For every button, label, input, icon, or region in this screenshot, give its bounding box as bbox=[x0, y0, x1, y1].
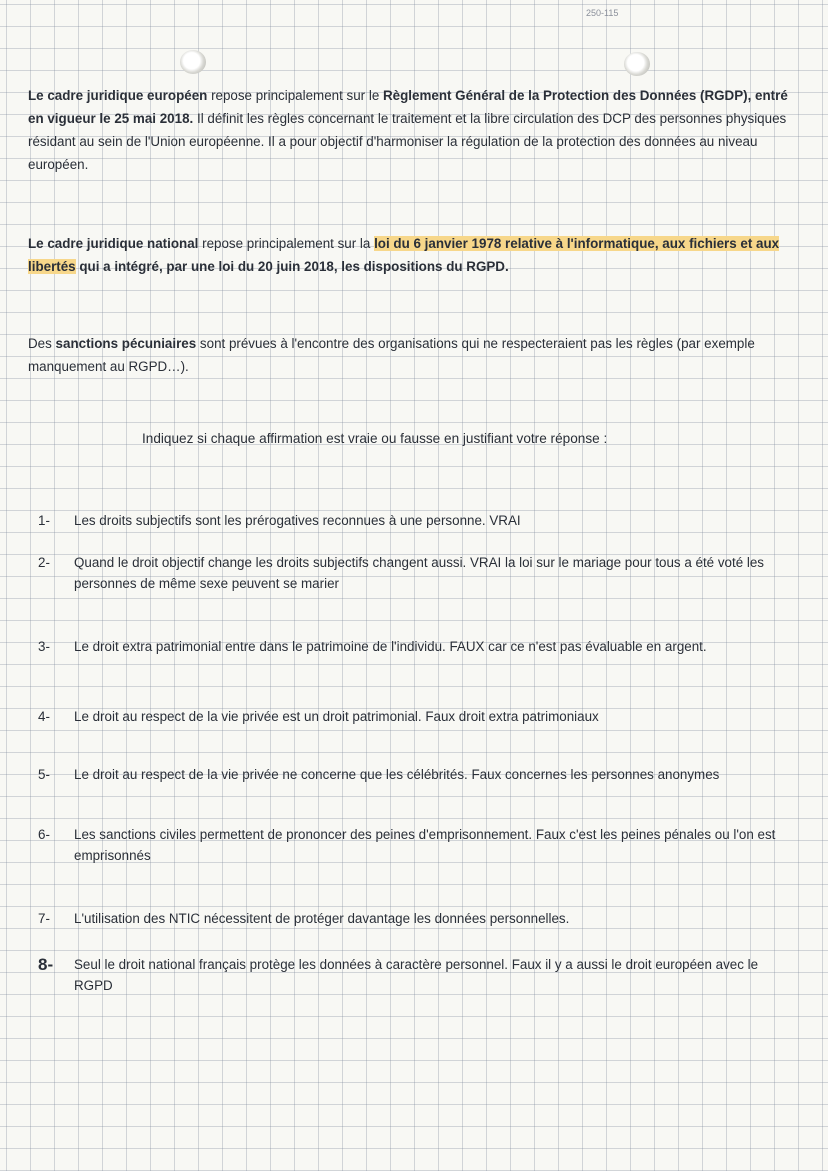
punch-hole-left bbox=[180, 50, 206, 74]
paragraph2-text-b: qui a intégré, par une loi du 20 juin 2018, les dispositions du RGPD. bbox=[75, 259, 509, 274]
punch-hole-right bbox=[624, 52, 650, 76]
paragraph2-text-a: repose principalement sur la bbox=[198, 236, 375, 251]
question-text: Les sanctions civiles permettent de prononcer des peines d'emprisonnement. Faux c'est les peines pénales ou l'on est emprisonnés bbox=[74, 827, 776, 863]
question-number: 8- bbox=[38, 955, 54, 974]
question-number: 3- bbox=[38, 639, 50, 654]
question-text: Le droit extra patrimonial entre dans le patrimoine de l'individu. FAUX car ce n'est pas évaluable en argent. bbox=[74, 639, 707, 654]
paragraph-national-framework bbox=[28, 232, 798, 278]
question-text: Quand le droit objectif change les droits subjectifs changent aussi. VRAI la loi sur le mariage pour tous a été voté les personnes de même sexe peuvent se marier bbox=[74, 555, 764, 591]
paragraph-sanctions bbox=[28, 332, 798, 378]
european-framework-term: Le cadre juridique européen bbox=[28, 88, 208, 103]
question-number: 5- bbox=[38, 767, 50, 782]
question-number: 7- bbox=[38, 911, 50, 926]
question-number: 6- bbox=[38, 827, 50, 842]
sanctions-term: sanctions pécuniaires bbox=[55, 336, 197, 351]
question-text: Seul le droit national français protège les données à caractère personnel. Faux il y a aussi le droit européen avec le RGPD bbox=[74, 957, 759, 993]
loi-1978-highlight: loi du 6 janvier 1978 relative à l'informatique, aux fichiers et aux libertés bbox=[28, 236, 780, 274]
question-text: L'utilisation des NTIC nécessitent de protéger davantage les données personnelles. bbox=[74, 911, 570, 926]
paragraph3-text-b: sont prévues à l'encontre des organisations qui ne respecteraient pas les règles (par exemple manquement au RGPD…). bbox=[28, 336, 755, 374]
paragraph-european-framework bbox=[28, 84, 798, 176]
paragraph1-text-a: repose principalement sur le bbox=[207, 88, 383, 103]
rgpd-definition: Règlement Général de la Protection des Données (RGDP), entré en vigueur le 25 mai 2018. bbox=[28, 88, 788, 126]
question-text: Les droits subjectifs sont les prérogatives reconnues à une personne. VRAI bbox=[74, 513, 521, 528]
paragraph3-text-a: Des bbox=[28, 336, 56, 351]
question-number: 2- bbox=[38, 555, 50, 570]
paragraph1-text-b: Il définit les règles concernant le traitement et la libre circulation des DCP des personnes physiques résidant au sein de l'Union européenne. Il a pour objectif d'harmoniser la régulation de la protection des données au niveau européen. bbox=[28, 111, 787, 172]
question-text: Le droit au respect de la vie privée est un droit patrimonial. Faux droit extra patrimoniaux bbox=[74, 709, 599, 724]
question-number: 4- bbox=[38, 709, 50, 724]
question-number: 1- bbox=[38, 513, 50, 528]
question-text: Le droit au respect de la vie privée ne concerne que les célébrités. Faux concernes les personnes anonymes bbox=[74, 767, 720, 782]
header-note: 250-115 bbox=[586, 8, 619, 18]
national-framework-term: Le cadre juridique national bbox=[28, 236, 199, 251]
exercise-instruction: Indiquez si chaque affirmation est vraie ou fausse en justifiant votre réponse : bbox=[142, 431, 608, 446]
